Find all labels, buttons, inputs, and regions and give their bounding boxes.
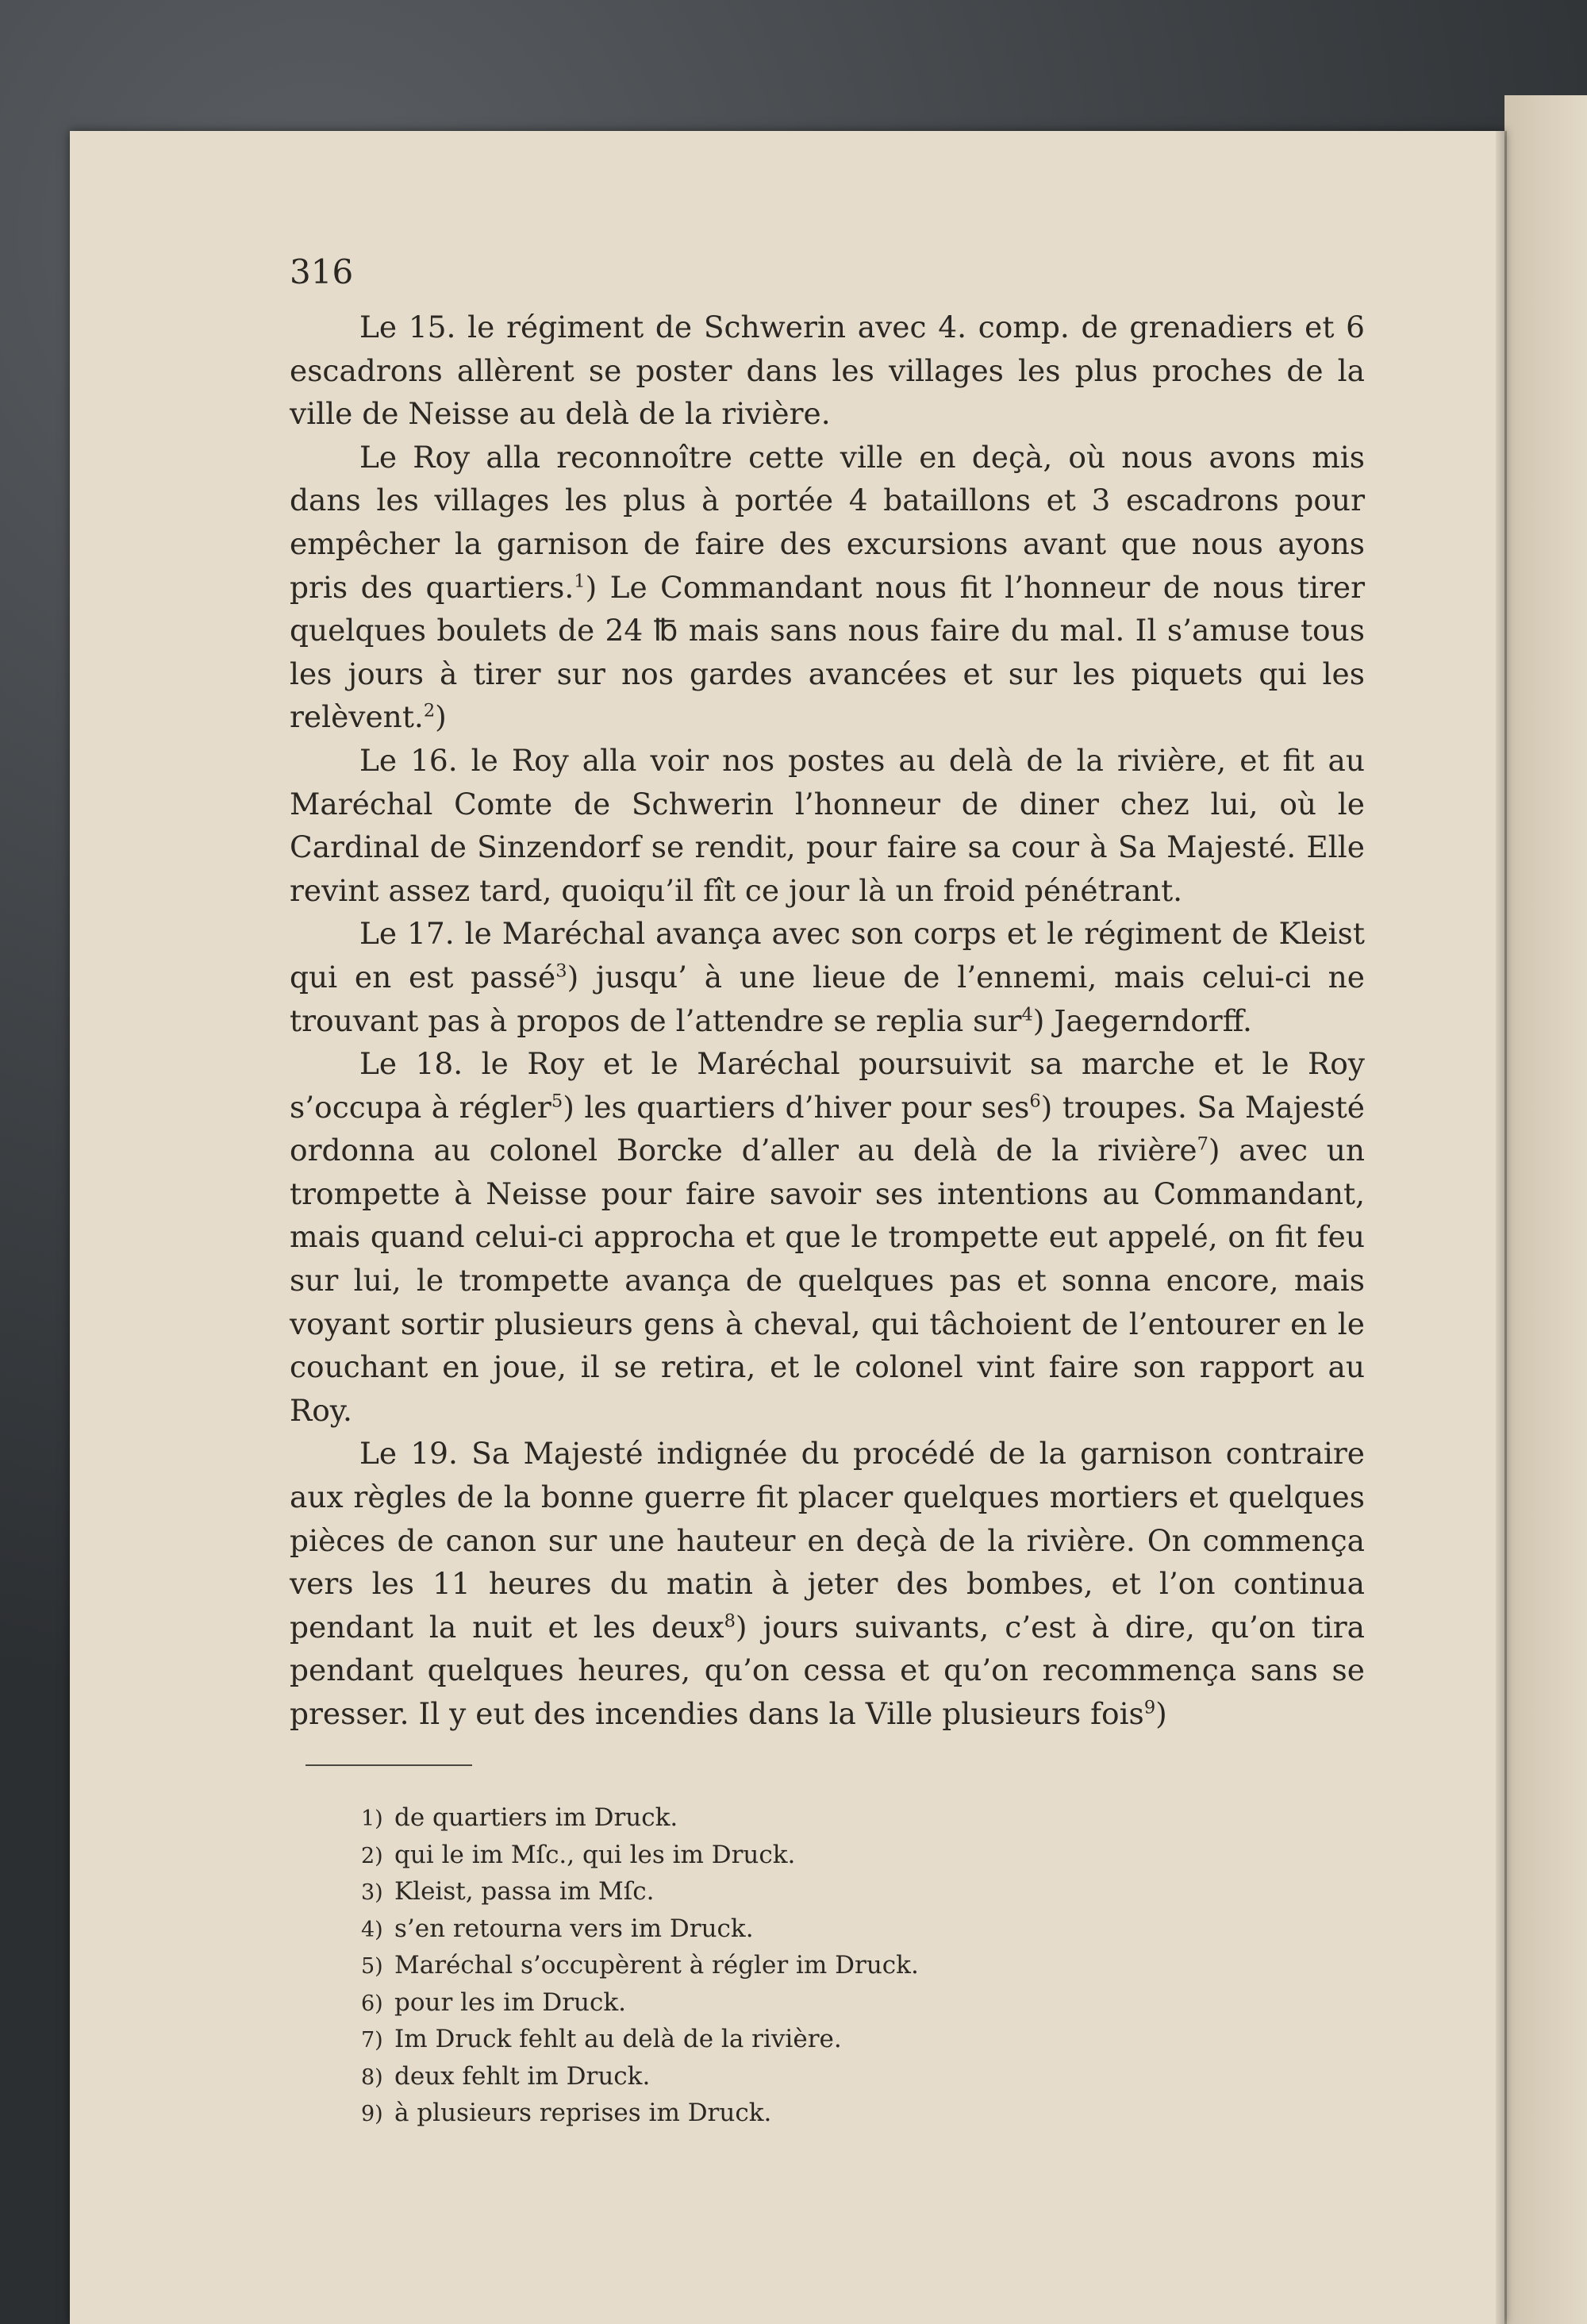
footnote-rule <box>305 1764 472 1766</box>
paragraph <box>290 912 1365 1042</box>
paragraph <box>290 739 1365 912</box>
footnote-mark: 3) <box>361 1880 383 1905</box>
footnote-text: à plusieurs reprises im Druck. <box>394 2099 772 2127</box>
footnote-mark: 9) <box>361 2102 383 2126</box>
text-run: ) <box>1155 1696 1167 1731</box>
facing-page-edge <box>1504 95 1587 2324</box>
footnote-reference: 6 <box>1029 1091 1041 1112</box>
text-run: ) les quartiers d’hiver pour ses <box>563 1089 1030 1125</box>
footnote-reference: 3 <box>555 960 567 982</box>
text-run: ) troupes. Sa Majesté ordonna au colonel Borcke d’aller au delà de la rivière <box>290 1089 1365 1168</box>
footnote-text: pour les im Druck. <box>394 1987 626 2017</box>
text-run: Le 18. le Roy et le Maréchal poursuivit sa marche et le Roy s’occupa à régler <box>290 1046 1365 1125</box>
text-run: Le 19. Sa Majesté indignée du procédé de la garnison contraire aux règles de la bonne guerre fit placer quelques mortiers et quelques pièces de canon sur une hauteur en deçà de la rivière. On commença vers les 11 heures du matin à jeter des bombes, et l’on continua pendant la nuit et les deux <box>290 1436 1365 1645</box>
footnote <box>361 1874 1313 1911</box>
footnote <box>361 2059 1313 2096</box>
footnote-text: Kleist, passa im Mſc. <box>394 1877 655 1906</box>
text-run: ) Jaegerndorff. <box>1032 1002 1252 1038</box>
text-run: ) Le Commandant nous fit l’honneur de nous tirer quelques boulets de 24 ℔ mais sans nous faire du mal. Il s’amuse tous les jours à tirer sur nos gardes avancées et sur les piquets qui les relèvent. <box>290 569 1365 735</box>
footnote <box>361 1800 1313 1837</box>
text-run: ) jusqu’ à une lieue de l’ennemi, mais celui-ci ne trouvant pas à propos de l’attendre se replia sur <box>290 959 1365 1038</box>
paragraph <box>290 306 1365 436</box>
footnote-text: s’en retourna vers im Druck. <box>394 1914 754 1943</box>
footnote <box>361 1948 1313 1985</box>
footnotes <box>361 1800 1313 2133</box>
paragraph <box>290 436 1365 739</box>
paragraph <box>290 1432 1365 1735</box>
footnote-reference: 5 <box>551 1091 563 1112</box>
footnote-reference: 7 <box>1197 1133 1209 1155</box>
footnote-text: de quartiers im Druck. <box>394 1803 678 1832</box>
gutter-shadow <box>1496 131 1507 2324</box>
footnote-text: Im Druck fehlt au delà de la rivière. <box>394 2025 842 2053</box>
text-run: Le 15. le régiment de Schwerin avec 4. comp. de grenadiers et 6 escadrons allèrent se poster dans les villages les plus proches de la ville de Neisse au delà de la rivière. <box>290 310 1365 432</box>
text-run: Le Roy alla reconnoître cette ville en deçà, où nous avons mis dans les villages les plus à portée 4 bataillons et 3 escadrons pour empêcher la garnison de faire des excursions avant que nous ayons pris des quartiers. <box>290 439 1365 605</box>
text-run: Le 16. le Roy alla voir nos postes au delà de la rivière, et fit au Maréchal Comte de Schwerin l’honneur de diner chez lui, où le Cardinal de Sinzendorf se rendit, pour faire sa cour à Sa Majesté. Elle revint assez tard, quoiqu’il fît ce jour là un froid pénétrant. <box>290 742 1365 908</box>
page-number: 316 <box>290 252 354 291</box>
footnote-text: Maréchal s’occupèrent à régler im Druck. <box>394 1951 919 1980</box>
text-run: ) <box>435 699 447 735</box>
footnote-reference: 9 <box>1143 1697 1156 1718</box>
footnote <box>361 2095 1313 2133</box>
text-run: ) avec un trompette à Neisse pour faire savoir ses intentions au Commandant, mais quand celui-ci approcha et que le trompette eut appelé, on fit feu sur lui, le trompette avança de quelques pas et sonna encore, mais voyant sortir plusieurs gens à cheval, qui tâchoient de l’entourer en le couchant en joue, il se retira, et le colonel vint faire son rapport au Roy. <box>290 1133 1365 1428</box>
footnote-reference: 1 <box>574 571 586 592</box>
footnote-mark: 2) <box>361 1843 383 1868</box>
paragraph <box>290 1042 1365 1432</box>
footnote <box>361 1985 1313 2022</box>
footnote-mark: 1) <box>361 1806 383 1831</box>
footnote-reference: 2 <box>423 700 436 721</box>
footnote-mark: 4) <box>361 1917 383 1942</box>
footnote <box>361 1911 1313 1949</box>
text-run: ) jours suivants, c’est à dire, qu’on tira pendant quelques heures, qu’on cessa et qu’on recommença sans se presser. Il y eut des incendies dans la Ville plusieurs fois <box>290 1609 1365 1731</box>
footnote <box>361 1837 1313 1875</box>
main-text <box>290 306 1365 1736</box>
footnote-text: qui le im Mſc., qui les im Druck. <box>394 1840 796 1869</box>
footnote-mark: 7) <box>361 2028 383 2053</box>
footnote-mark: 8) <box>361 2064 383 2090</box>
footnote <box>361 2022 1313 2059</box>
footnote-reference: 4 <box>1021 1004 1033 1025</box>
footnote-text: deux fehlt im Druck. <box>394 2061 651 2091</box>
footnote-reference: 8 <box>724 1610 736 1632</box>
footnote-mark: 6) <box>361 1991 383 2016</box>
footnote-mark: 5) <box>361 1954 383 1979</box>
text-run: Le 17. le Maréchal avança avec son corps et le régiment de Kleist qui en est passé <box>290 916 1365 995</box>
